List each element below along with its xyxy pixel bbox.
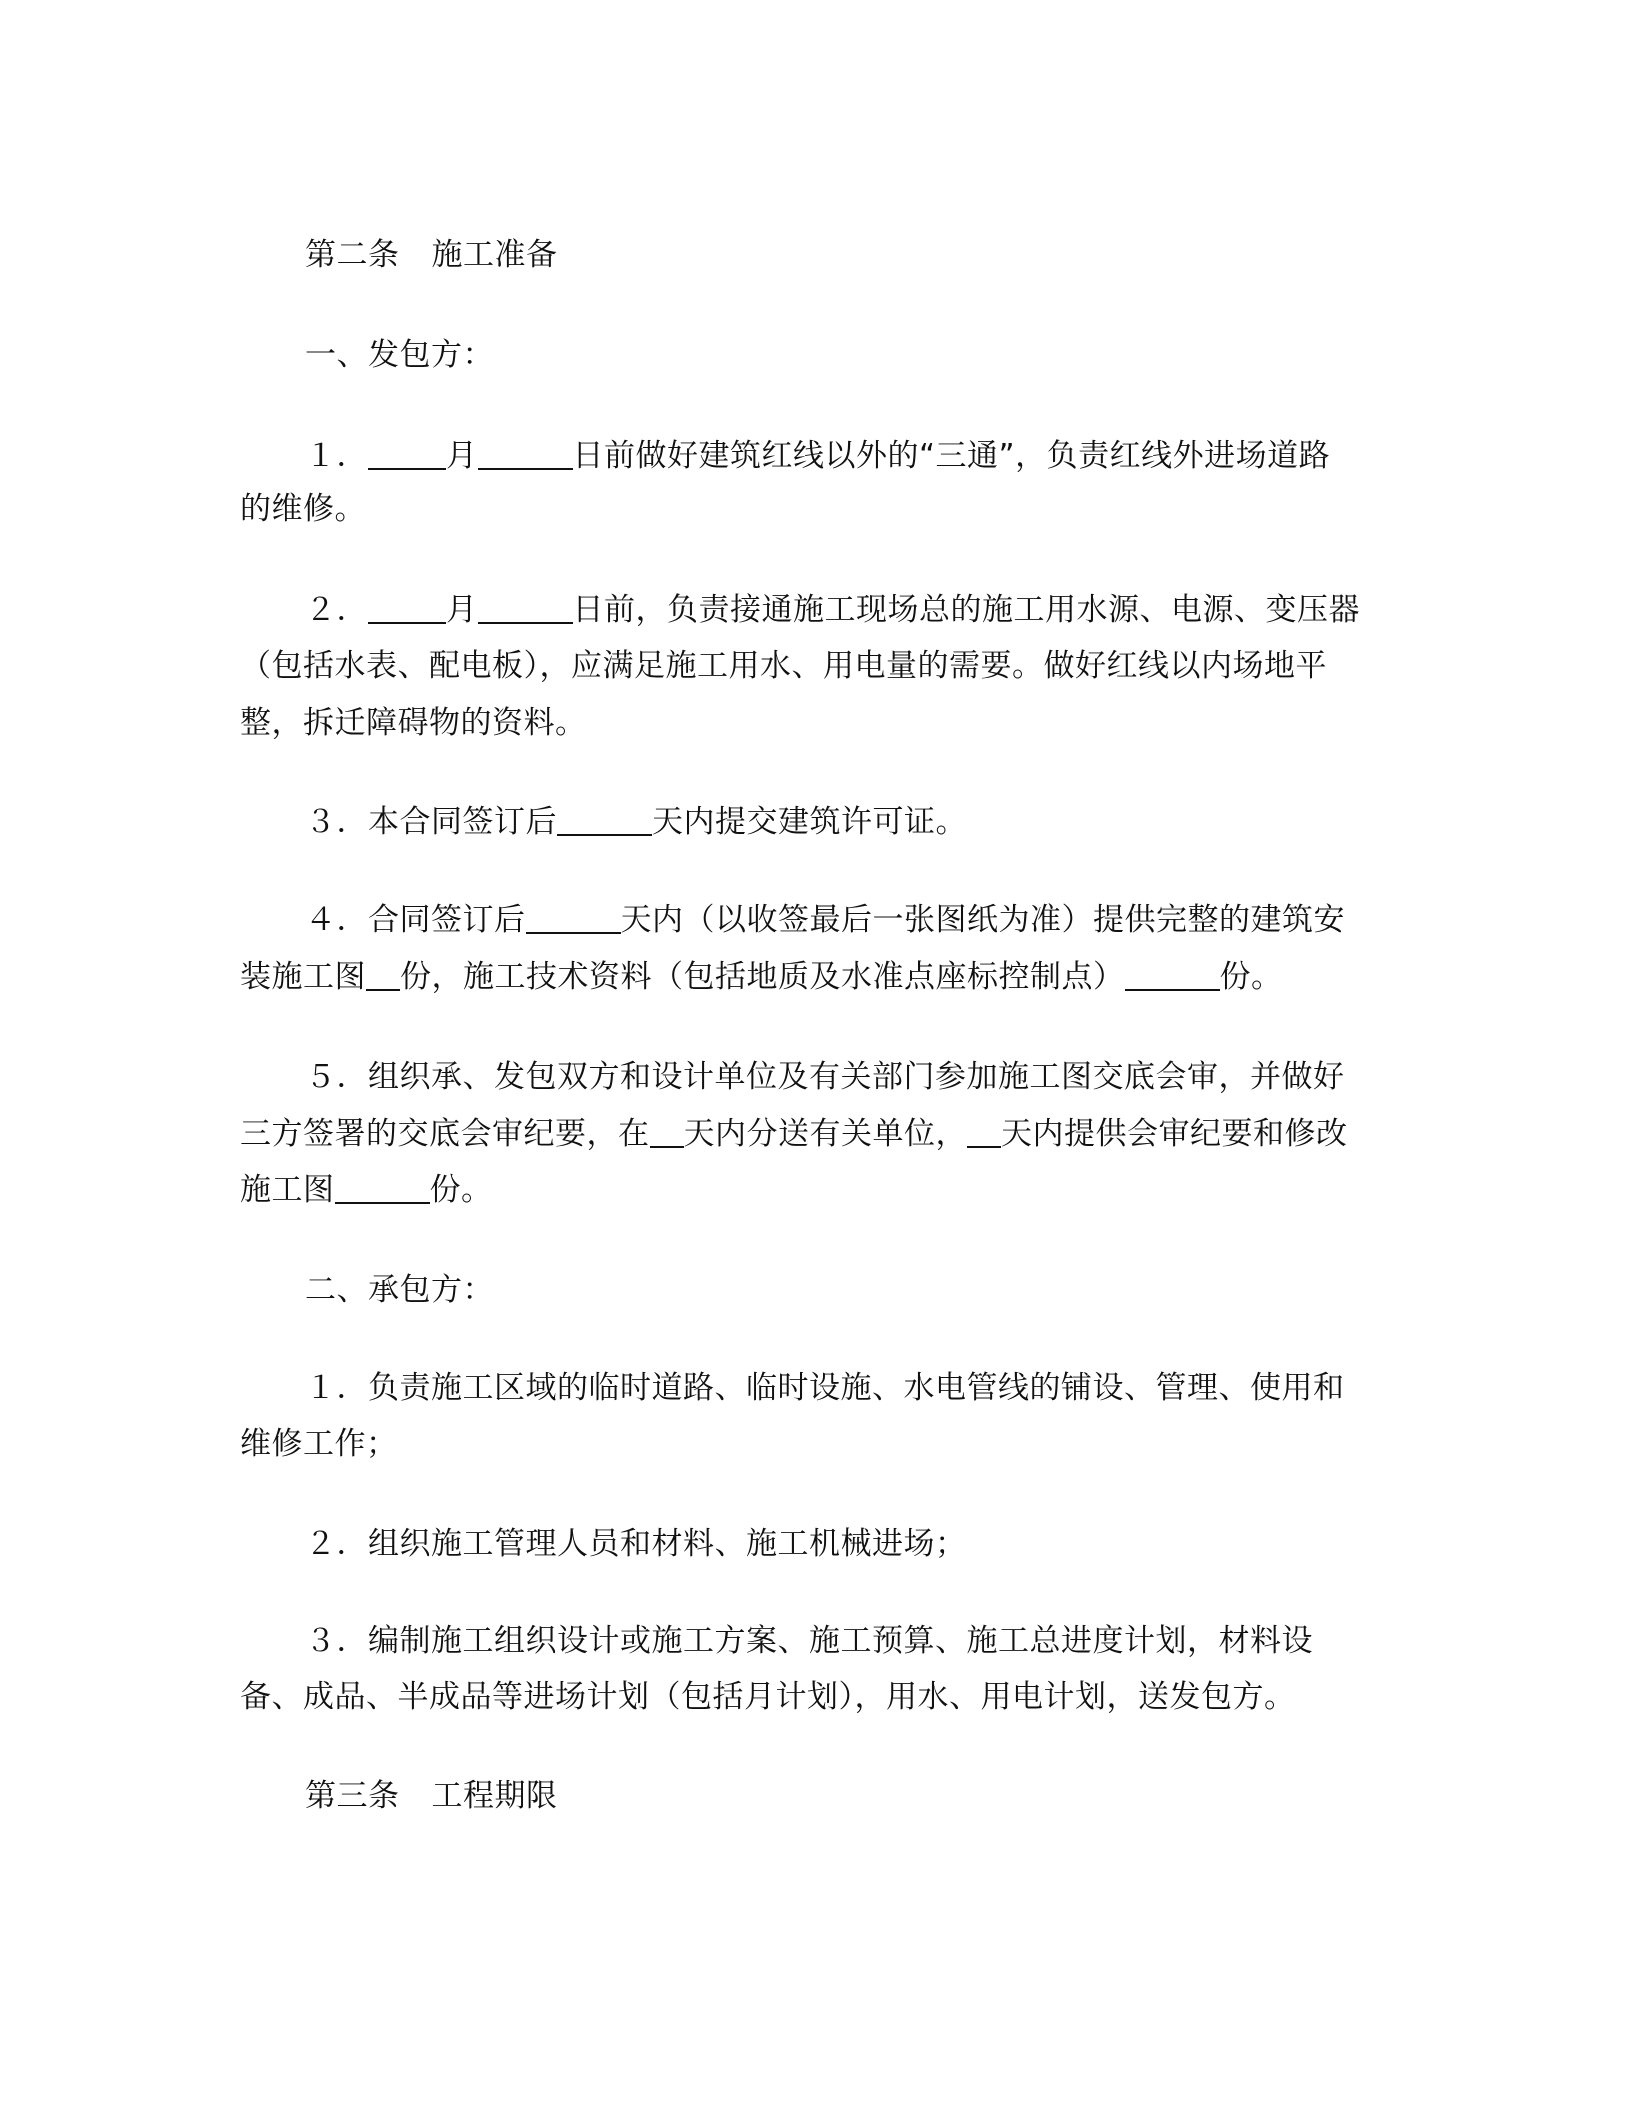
article-2-title: 施工准备 <box>431 237 558 273</box>
party-a-item-4-line-1 <box>305 900 1345 940</box>
blank-days <box>526 902 621 934</box>
item-text: 日前，负责接通施工现场总的施工用水源、电源、变压器 <box>572 592 1360 628</box>
article-2-heading <box>305 235 558 275</box>
party-a-item-2-line-3: 整，拆迁障碍物的资料。 <box>240 705 587 741</box>
article-2-number: 第二条 <box>305 237 400 273</box>
party-a-item-1-line-1 <box>305 436 1330 476</box>
party-a-item-1-line-2: 的维修。 <box>240 491 366 527</box>
article-3-number: 第三条 <box>305 1778 400 1814</box>
blank-copies <box>1125 959 1220 991</box>
item-text: 天内提供会审纪要和修改 <box>1001 1116 1348 1152</box>
party-a-heading: 一、发包方： <box>305 337 494 373</box>
item-text: 份。 <box>429 1172 493 1208</box>
article-3-heading <box>305 1776 558 1816</box>
party-a-item-5-line-1: ５．组织承、发包双方和设计单位及有关部门参加施工图交底会审，并做好 <box>305 1059 1345 1095</box>
item-number: ２． <box>305 592 368 628</box>
article-3-title: 工程期限 <box>431 1778 558 1814</box>
item-text: 份。 <box>1219 959 1283 995</box>
item-text: 天内提交建筑许可证。 <box>652 804 967 840</box>
party-b-item-3-line-2: 备、成品、半成品等进场计划（包括月计划），用水、用电计划，送发包方。 <box>240 1679 1296 1715</box>
item-text: 施工图 <box>240 1172 335 1208</box>
party-b-item-1-line-2: 维修工作； <box>240 1426 398 1462</box>
party-a-item-5-line-2 <box>240 1114 1348 1154</box>
party-a-item-3 <box>305 802 967 842</box>
party-b-item-1-line-1: １．负责施工区域的临时道路、临时设施、水电管线的铺设、管理、使用和 <box>305 1370 1345 1406</box>
item-text: ３．本合同签订后 <box>305 804 557 840</box>
blank-days <box>967 1116 1001 1148</box>
item-text: 天内（以收签最后一张图纸为准）提供完整的建筑安 <box>620 902 1345 938</box>
party-a-item-5-line-3 <box>240 1170 493 1210</box>
blank-days <box>557 804 652 836</box>
blank-day <box>478 592 573 624</box>
party-a-item-2-line-1 <box>305 590 1360 630</box>
month-label: 月 <box>446 438 478 474</box>
party-b-heading: 二、承包方： <box>305 1272 494 1308</box>
item-number: １． <box>305 438 368 474</box>
blank-month <box>368 592 446 624</box>
item-text: 天内分送有关单位， <box>683 1116 967 1152</box>
blank-copies <box>335 1172 430 1204</box>
item-text: 日前做好建筑红线以外的“三通”，负责红线外进场道路 <box>572 438 1331 474</box>
item-text: 份，施工技术资料（包括地质及水准点座标控制点） <box>400 959 1125 995</box>
party-a-item-4-line-2 <box>240 957 1283 997</box>
item-text: ４．合同签订后 <box>305 902 526 938</box>
blank-month <box>368 438 446 470</box>
blank-copies <box>366 959 400 991</box>
item-text: 装施工图 <box>240 959 366 995</box>
month-label: 月 <box>446 592 478 628</box>
party-b-item-3-line-1: ３．编制施工组织设计或施工方案、施工预算、施工总进度计划，材料设 <box>305 1623 1313 1659</box>
party-b-item-2: ２．组织施工管理人员和材料、施工机械进场； <box>305 1526 967 1562</box>
blank-day <box>478 438 573 470</box>
party-a-item-2-line-2: （包括水表、配电板），应满足施工用水、用电量的需要。做好红线以内场地平 <box>240 648 1327 684</box>
blank-days <box>650 1116 684 1148</box>
item-text: 三方签署的交底会审纪要，在 <box>240 1116 650 1152</box>
